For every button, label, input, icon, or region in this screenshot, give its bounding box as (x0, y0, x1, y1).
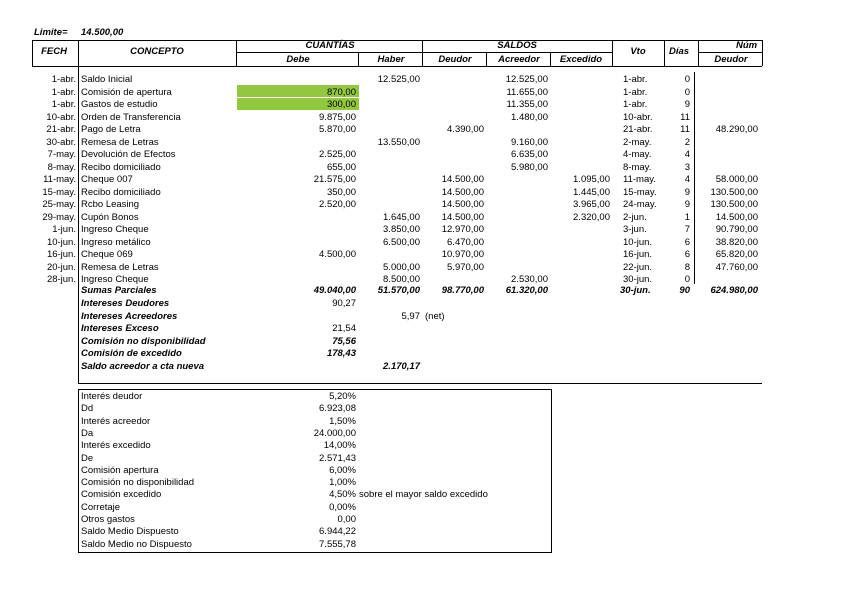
rule-line (422, 52, 612, 53)
row-debe: 655,00 (326, 161, 356, 173)
header-saldos: SALDOS (497, 40, 537, 51)
row-acreedor: 2.530,00 (511, 274, 548, 285)
row-fech: 16-jun. (46, 249, 76, 260)
param-label: Interés acreedor (81, 415, 151, 427)
row-dias: 0 (684, 74, 690, 85)
row-vto: 1-abr. (623, 74, 648, 85)
row-deudor: 14.500,00 (441, 211, 484, 223)
row-haber: 1.645,00 (383, 211, 420, 223)
row-num: 65.820,00 (715, 249, 758, 260)
row-dias: 11 (680, 111, 690, 123)
row-num: 58.000,00 (715, 174, 758, 185)
row-acreedor: 11.355,00 (506, 99, 548, 110)
sums-dias: 90 (679, 285, 690, 296)
param-label: Corretaje (81, 501, 121, 513)
param-value: 1,50% (329, 415, 356, 427)
row-vto: 2-jun. (623, 211, 647, 223)
row-num: 47.760,00 (715, 261, 758, 273)
param-value: 0,00 (337, 514, 356, 525)
row-dias: 2 (684, 136, 690, 148)
row-fech: 21-abr. (46, 124, 76, 135)
param-value: 1,00% (329, 477, 356, 489)
row-dias: 0 (684, 274, 690, 285)
row-debe: 21.575,00 (313, 174, 356, 185)
param-label: Saldo Medio Dispuesto (81, 526, 179, 538)
row-vto: 8-may. (623, 161, 652, 173)
param-value: 2.571,43 (319, 452, 356, 464)
row-acreedor: 5.980,00 (511, 161, 548, 173)
param-note: sobre el mayor saldo excedido (359, 489, 488, 501)
row-fech: 10-jun. (46, 236, 76, 248)
summary-debe: 90,27 (332, 298, 356, 309)
row-dias: 1 (684, 211, 690, 223)
header-fech: FECH (41, 46, 67, 57)
row-concepto: Recibo domiciliado (81, 186, 161, 198)
header-acreedor: Acreedor (498, 54, 540, 65)
summary-label: Intereses Exceso (81, 323, 159, 334)
summary-haber: 2.170,17 (383, 360, 420, 372)
param-label: Comisión apertura (81, 464, 159, 476)
row-debe: 2.525,00 (319, 149, 356, 160)
row-vto: 1-abr. (623, 99, 648, 110)
param-label: Saldo Medio no Dispuesto (81, 538, 192, 550)
row-deudor: 14.500,00 (441, 186, 484, 198)
sums-num: 624.980,00 (710, 285, 758, 296)
row-acreedor: 1.480,00 (511, 111, 548, 123)
row-deudor: 10.970,00 (441, 249, 484, 260)
header-cuantias: CUANTÍAS (305, 40, 355, 51)
row-vto: 3-jun. (623, 224, 647, 235)
row-concepto: Rcbo Leasing (81, 199, 140, 210)
sums-deudor: 98.770,00 (441, 285, 484, 296)
sums-vto: 30-jun. (620, 285, 651, 296)
param-value: 6.923,08 (319, 403, 356, 415)
row-vto: 11-may. (623, 174, 656, 185)
row-concepto: Cheque 007 (81, 174, 133, 185)
row-fech: 1-abr. (51, 74, 76, 85)
row-acreedor: 12.525,00 (505, 74, 548, 85)
row-haber: 5.000,00 (383, 261, 420, 273)
row-dias: 6 (684, 236, 690, 248)
summary-label: Comisión de excedido (81, 348, 182, 359)
summary-label: Saldo acreedor a cta nueva (81, 360, 205, 372)
row-concepto: Orden de Transferencia (81, 111, 181, 123)
row-haber: 3.850,00 (383, 224, 420, 235)
row-fech: 11-may. (43, 174, 76, 185)
row-dias: 9 (684, 199, 690, 210)
param-value: 24.000,00 (313, 427, 356, 439)
row-dias: 7 (684, 224, 690, 235)
sums-haber: 51.570,00 (377, 285, 420, 296)
row-excedido: 1.445,00 (573, 186, 610, 198)
row-concepto: Remesa de Letras (81, 136, 159, 148)
param-value: 4,50% (329, 489, 356, 501)
summary-label: Intereses Deudores (81, 298, 170, 309)
column-line (698, 40, 699, 66)
row-fech: 1-abr. (51, 86, 76, 98)
row-dias: 4 (684, 174, 690, 185)
rule-line (236, 52, 422, 53)
column-line (486, 52, 487, 66)
row-fech: 20-jun. (46, 261, 76, 273)
limit-label: Limite= (34, 27, 68, 38)
row-fech: 30-abr. (46, 136, 76, 148)
row-vto: 16-jun. (623, 249, 653, 260)
param-label: Interés deudor (81, 391, 143, 402)
row-dias: 0 (684, 86, 690, 98)
row-fech: 7-may. (47, 149, 76, 160)
row-concepto: Pago de Letra (81, 124, 141, 135)
param-label: De (81, 452, 94, 464)
row-excedido: 3.965,00 (573, 199, 610, 210)
row-vto: 4-may. (623, 149, 652, 160)
column-line (358, 52, 359, 66)
param-label: Da (81, 427, 94, 439)
row-num: 90.790,00 (715, 224, 758, 235)
row-haber: 12.525,00 (377, 74, 420, 85)
row-fech: 29-may. (42, 211, 76, 223)
param-value: 6,00% (329, 464, 356, 476)
row-vto: 15-may. (623, 186, 657, 198)
header-debe: Debe (286, 54, 310, 65)
row-haber: 6.500,00 (383, 236, 420, 248)
summary-note: (net) (425, 310, 445, 322)
row-fech: 1-jun. (52, 224, 76, 235)
row-excedido: 1.095,00 (573, 174, 610, 185)
summary-label: Intereses Acreedores (81, 310, 178, 322)
row-acreedor: 6.635,00 (511, 149, 548, 160)
param-label: Comisión excedido (81, 489, 162, 501)
box-border (551, 389, 552, 553)
sums-debe: 49.040,00 (313, 285, 356, 296)
row-num: 130.500,00 (710, 186, 758, 198)
row-concepto: Ingreso Cheque (81, 224, 149, 235)
row-concepto: Comisión de apertura (81, 86, 172, 98)
summary-label: Comisión no disponibilidad (81, 335, 206, 347)
row-deudor: 6.470,00 (447, 236, 484, 248)
row-debe: 9.875,00 (319, 111, 356, 123)
column-line (422, 40, 423, 66)
rule-line (78, 383, 762, 384)
row-concepto: Ingreso metálico (81, 236, 151, 248)
row-dias: 9 (684, 186, 690, 198)
param-value: 6.944,22 (319, 526, 356, 538)
row-dias: 6 (684, 249, 690, 260)
row-vto: 2-may. (623, 136, 652, 148)
row-concepto: Ingreso Cheque (81, 274, 149, 285)
row-debe: 300,00 (326, 99, 356, 110)
column-line (550, 52, 551, 66)
row-haber: 8.500,00 (383, 274, 420, 285)
row-num: 38.820,00 (715, 236, 758, 248)
row-concepto: Cupón Bonos (81, 211, 139, 223)
param-value: 0,00% (329, 501, 356, 513)
header-concepto: CONCEPTO (130, 46, 184, 57)
param-value: 14,00% (323, 440, 356, 452)
row-deudor: 12.970,00 (441, 224, 484, 235)
row-dias: 3 (684, 161, 690, 173)
box-border (78, 389, 79, 553)
sums-label: Sumas Parciales (81, 285, 157, 296)
sums-acreedor: 61.320,00 (505, 285, 548, 296)
row-vto: 1-abr. (623, 86, 648, 98)
box-border (78, 552, 552, 553)
param-value: 7.555,78 (319, 538, 356, 550)
row-vto: 22-jun. (623, 261, 653, 273)
row-num: 48.290,00 (715, 124, 758, 135)
header-num-deudor: Deudor (714, 54, 748, 65)
column-line (236, 40, 237, 66)
row-debe: 2.520,00 (319, 199, 356, 210)
row-concepto: Remesa de Letras (81, 261, 159, 273)
row-excedido: 2.320,00 (573, 211, 610, 223)
rule-line (32, 66, 762, 67)
row-debe: 5.870,00 (319, 124, 356, 135)
row-concepto: Gastos de estudio (81, 99, 158, 110)
limit-value: 14.500,00 (81, 27, 124, 38)
row-fech: 15-may. (42, 186, 76, 198)
row-concepto: Devolución de Efectos (81, 149, 176, 160)
row-haber: 13.550,00 (377, 136, 420, 148)
row-concepto: Recibo domiciliado (81, 161, 161, 173)
row-concepto: Saldo Inicial (81, 74, 133, 85)
row-acreedor: 11.655,00 (506, 86, 548, 98)
param-label: Interés excedido (81, 440, 151, 452)
row-debe: 4.500,00 (319, 249, 356, 260)
row-vto: 21-abr. (623, 124, 653, 135)
summary-debe: 178,43 (326, 348, 356, 359)
row-deudor: 14.500,00 (441, 174, 484, 185)
row-debe: 870,00 (326, 86, 356, 98)
row-vto: 10-jun. (623, 236, 653, 248)
row-num: 14.500,00 (715, 211, 758, 223)
row-fech: 28-jun. (46, 274, 76, 285)
row-dias: 4 (684, 149, 690, 160)
row-fech: 8-may. (47, 161, 76, 173)
row-debe: 350,00 (326, 186, 356, 198)
row-deudor: 5.970,00 (447, 261, 484, 273)
row-deudor: 4.390,00 (447, 124, 484, 135)
row-dias: 9 (684, 99, 690, 110)
row-acreedor: 9.160,00 (511, 136, 548, 148)
summary-debe: 21,54 (332, 323, 356, 334)
column-line (694, 72, 695, 284)
param-label: Comisión no disponibilidad (81, 477, 195, 489)
row-vto: 24-may. (623, 199, 657, 210)
header-num: Núm (736, 40, 758, 51)
row-num: 130.500,00 (710, 199, 758, 210)
param-value: 5,20% (329, 391, 356, 402)
summary-debe: 75,56 (332, 335, 356, 347)
header-dias: Días (668, 46, 690, 57)
row-dias: 11 (680, 124, 690, 135)
row-concepto: Cheque 069 (81, 249, 133, 260)
row-dias: 8 (684, 261, 690, 273)
row-vto: 10-abr. (623, 111, 653, 123)
column-line (78, 40, 79, 383)
rule-line (698, 52, 762, 53)
param-label: Dd (81, 403, 94, 415)
summary-haber: 5,97 (401, 310, 420, 322)
param-label: Otros gastos (81, 514, 135, 525)
row-fech: 10-abr. (46, 111, 76, 123)
row-fech: 25-may. (42, 199, 76, 210)
row-vto: 30-jun. (623, 274, 653, 285)
row-deudor: 14.500,00 (441, 199, 484, 210)
header-excedido: Excedido (559, 54, 603, 65)
header-vto: Vto (630, 46, 646, 57)
header-haber: Haber (377, 54, 405, 65)
row-fech: 1-abr. (51, 99, 76, 110)
header-deudor: Deudor (438, 54, 472, 65)
box-border (78, 389, 552, 390)
column-line (762, 40, 763, 66)
